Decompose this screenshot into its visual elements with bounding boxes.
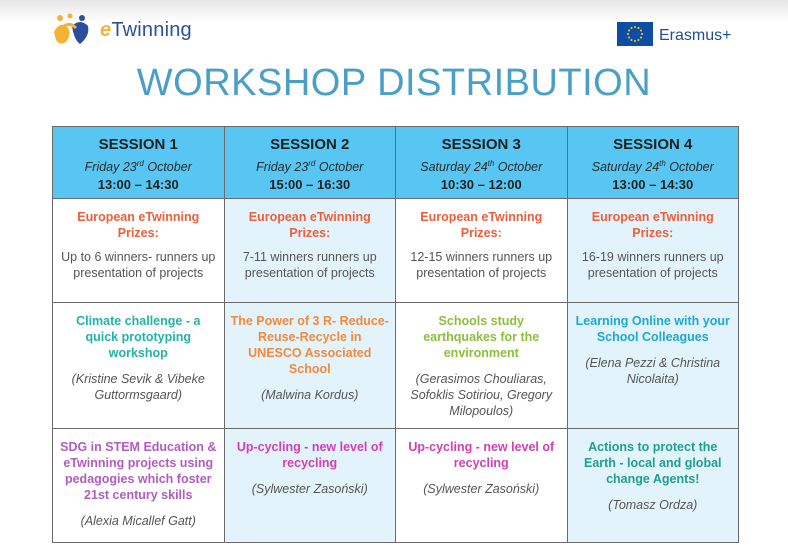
etwinning-logo: [50, 12, 200, 52]
workshop-authors: (Alexia Micallef Gatt): [80, 514, 196, 528]
workshop-title: Learning Online with your School Colleagues: [575, 314, 730, 344]
workshop-title: Up-cycling - new level of recycling: [236, 440, 383, 470]
workshop-title: Climate challenge - a quick prototyping workshop: [76, 314, 201, 360]
erasmus-wordmark: Erasmus+: [659, 27, 732, 44]
session-header-row: [53, 127, 739, 199]
prize-cell-2: [224, 199, 396, 303]
prize-cell-3: [396, 199, 568, 303]
eu-flag-icon: [617, 22, 653, 46]
workshop-cell: [567, 429, 739, 543]
session-time: 15:00 – 16:30: [269, 177, 351, 193]
prize-title: European eTwinning Prizes:: [591, 210, 714, 240]
workshop-title: Actions to protect the Earth - local and global change Agents!: [583, 440, 722, 486]
workshop-authors: (Tomasz Ordza): [608, 498, 698, 512]
session-day: Saturday 24th October: [420, 159, 543, 175]
workshop-authors: (Elena Pezzi & Christina Nicolaita): [585, 356, 721, 386]
prize-title: European eTwinning Prizes:: [420, 210, 543, 240]
session-day: Friday 23rd October: [256, 159, 364, 175]
session-time: 13:00 – 14:30: [612, 177, 694, 193]
session-name: SESSION 2: [270, 136, 350, 153]
workshop-cell: [396, 429, 568, 543]
prize-cell-4: [567, 199, 739, 303]
workshop-cell: [567, 303, 739, 429]
etwinning-figures-icon: [50, 12, 98, 48]
workshop-cell: [224, 303, 396, 429]
workshop-cell: [224, 429, 396, 543]
workshop-cell: [396, 303, 568, 429]
workshop-authors: (Sylwester Zasoński): [251, 482, 368, 496]
prize-description: Up to 6 winners- runners up presentation of projects: [61, 250, 216, 280]
erasmus-logo: [617, 22, 767, 46]
workshop-row-3: [53, 429, 739, 543]
workshop-authors: (Malwina Kordus): [261, 388, 359, 402]
session-name: SESSION 4: [613, 136, 693, 153]
workshop-title: Up-cycling - new level of recycling: [408, 440, 555, 470]
prize-description: 16-19 winners runners up presentation of projects: [581, 250, 724, 280]
workshop-title: The Power of 3 R- Reduce-Reuse-Recycle in UNESCO Associated School: [230, 314, 389, 376]
session-name: SESSION 1: [98, 136, 178, 153]
workshop-authors: (Sylwester Zasoński): [423, 482, 540, 496]
prize-title: European eTwinning Prizes:: [77, 210, 200, 240]
prize-title: European eTwinning Prizes:: [248, 210, 371, 240]
session-header-4: [567, 127, 739, 199]
workshop-authors: (Kristine Sevik & Vibeke Guttormsgaard): [71, 372, 205, 402]
session-header-1: [53, 127, 225, 199]
session-header-3: [396, 127, 568, 199]
etwinning-wordmark: eTwinning: [100, 19, 192, 41]
page-title: WORKSHOP DISTRIBUTION: [136, 62, 652, 104]
prize-cell-1: [53, 199, 225, 303]
workshop-table: [52, 126, 739, 543]
prizes-row: [53, 199, 739, 303]
workshop-title: SDG in STEM Education & eTwinning projects using pedagogies which foster 21st century skills: [60, 440, 217, 502]
workshop-title: Schools study earthquakes for the environment: [423, 314, 540, 360]
prize-description: 7-11 winners runners up presentation of projects: [242, 250, 377, 280]
session-day: Friday 23rd October: [84, 159, 192, 175]
workshop-authors: (Gerasimos Chouliaras, Sofoklis Sotiriou, Gregory Milopoulos): [410, 372, 553, 418]
session-time: 13:00 – 14:30: [97, 177, 179, 193]
workshop-cell: [53, 429, 225, 543]
session-time: 10:30 – 12:00: [440, 177, 522, 193]
prize-description: 12-15 winners runners up presentation of projects: [410, 250, 553, 280]
session-day: Saturday 24th October: [591, 159, 714, 175]
session-name: SESSION 3: [441, 136, 521, 153]
workshop-cell: [53, 303, 225, 429]
session-header-2: [224, 127, 396, 199]
workshop-row-2: [53, 303, 739, 429]
